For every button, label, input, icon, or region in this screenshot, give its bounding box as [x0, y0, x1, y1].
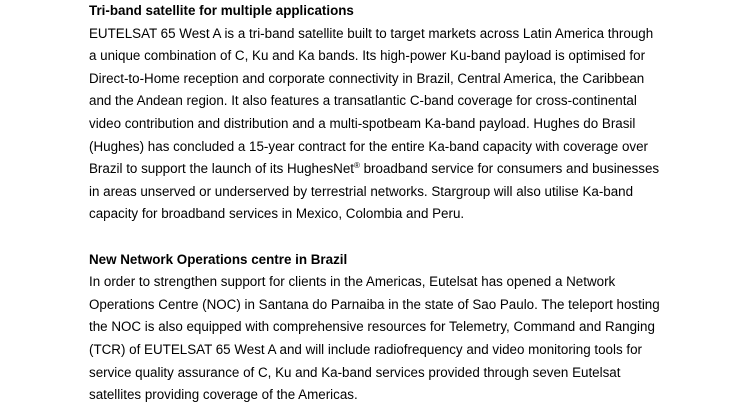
paragraph-line: (Hughes) has concluded a 15-year contract for the entire Ka-band capacity with coverage over: [89, 138, 648, 154]
document-body: [89, 0, 739, 407]
section-heading: Tri-band satellite for multiple applications: [89, 3, 354, 18]
paragraph-line-hughesnet: [89, 158, 739, 181]
paragraph-line: Operations Centre (NOC) in Santana do Parnaiba in the state of Sao Paulo. The teleport hosting: [89, 296, 660, 312]
paragraph-line: and the Andean region. It also features a transatlantic C-band coverage for cross-continental: [89, 93, 637, 109]
section-noc-brazil: [89, 249, 739, 407]
paragraph-line: the NOC is also equipped with comprehensive resources for Telemetry, Command and Ranging: [89, 319, 655, 335]
registered-mark: ®: [353, 161, 360, 171]
paragraph-line: a unique combination of C, Ku and Ka bands. Its high-power Ku-band payload is optimised for: [89, 48, 646, 64]
paragraph-line: in areas unserved or underserved by terrestrial networks. Stargroup will also utilise Ka-band: [89, 183, 634, 199]
paragraph-line: satellites providing coverage of the Americas.: [89, 387, 358, 403]
paragraph-line: In order to strengthen support for clients in the Americas, Eutelsat has opened a Network: [89, 274, 616, 290]
paragraph-line: service quality assurance of C, Ku and Ka-band services provided through seven Eutelsat: [89, 364, 621, 380]
section-heading: New Network Operations centre in Brazil: [89, 251, 348, 267]
line-text: Brazil to support the launch of its HughesNet: [89, 161, 354, 177]
section-spacer: [89, 226, 739, 249]
paragraph-line: EUTELSAT 65 West A is a tri-band satellite built to target markets across Latin America through: [89, 25, 654, 41]
section-tri-band: [89, 0, 739, 226]
line-text: broadband service for consumers and businesses: [359, 161, 660, 177]
paragraph-line: video contribution and distribution and a multi-spotbeam Ka-band payload. Hughes do Brasil: [89, 115, 636, 131]
paragraph-line: capacity for broadband services in Mexico, Colombia and Peru.: [89, 206, 465, 222]
paragraph-line: Direct-to-Home reception and corporate connectivity in Brazil, Central America, the Caribbean: [89, 70, 645, 86]
paragraph-line: (TCR) of EUTELSAT 65 West A and will include radiofrequency and video monitoring tools for: [89, 341, 643, 357]
